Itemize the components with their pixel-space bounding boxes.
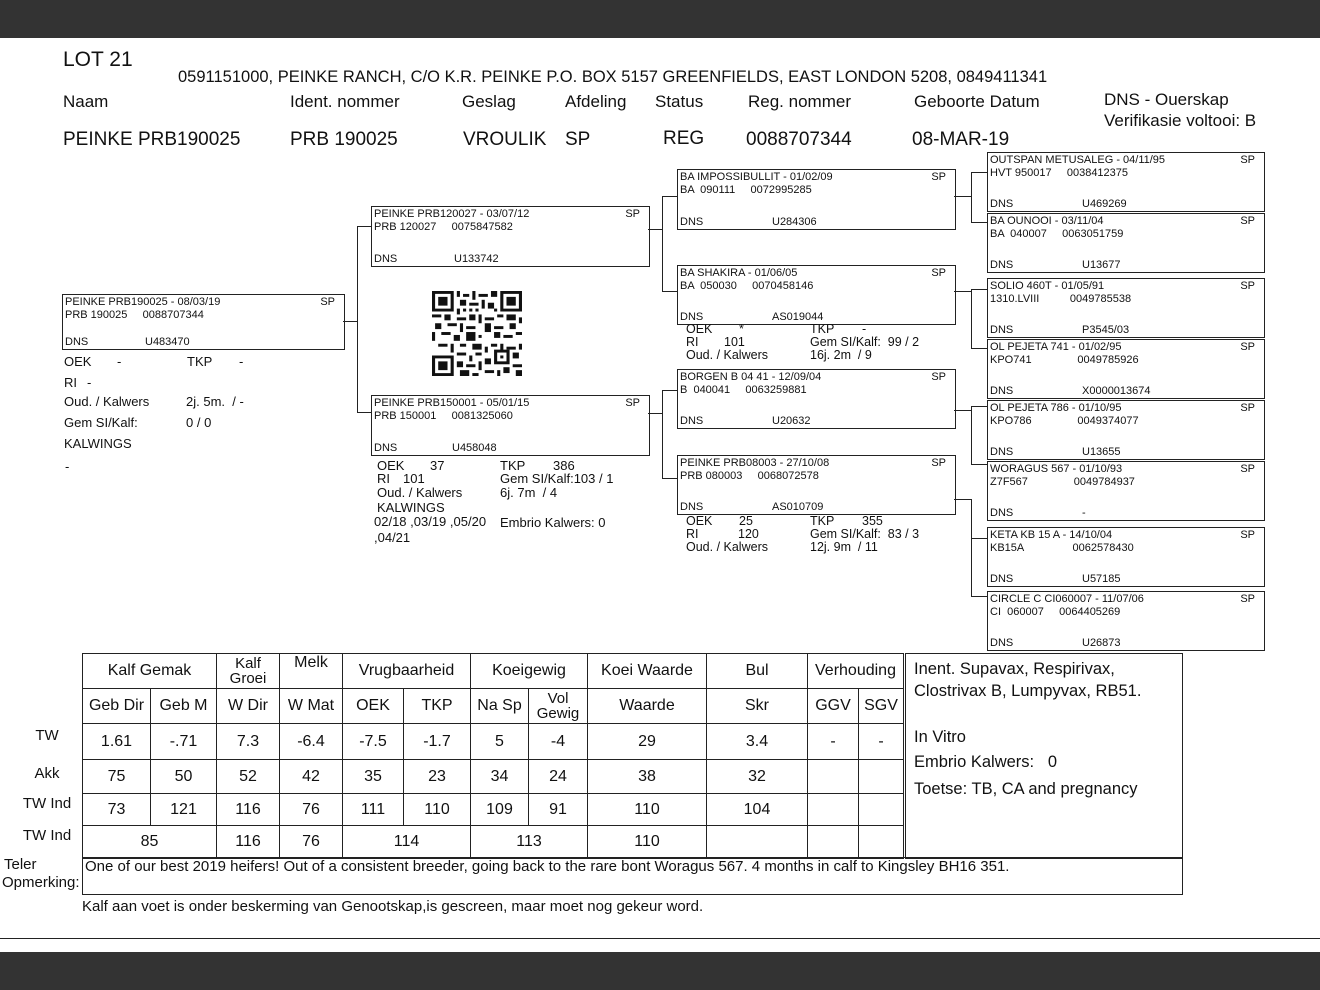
lot-number: LOT 21 <box>63 48 133 71</box>
grandparent-sp: SP <box>931 457 946 469</box>
akk-cell: 38 <box>588 760 707 794</box>
group-koeigewig: Koeigewig <box>471 654 588 689</box>
grandparent-box <box>677 169 956 230</box>
dam-oud-value: 6j. 7m / 4 <box>500 485 558 500</box>
ggp-dns-value: U469269 <box>1082 198 1127 210</box>
sub-header: Geb M <box>151 689 217 724</box>
dam-ri-value: 101 <box>403 471 425 486</box>
gp4-oud-label: Oud. / Kalwers <box>686 540 768 554</box>
ggp-sp: SP <box>1240 529 1255 541</box>
grandparent-box <box>677 369 956 429</box>
dam-ri-label: RI <box>377 471 390 486</box>
grandparent-dns-label: DNS <box>680 501 704 513</box>
gp2-oek-label: OEK <box>686 322 713 336</box>
tw-cell: - <box>808 724 859 760</box>
grandparent-dns-value: AS019044 <box>772 311 824 323</box>
connector <box>971 596 987 597</box>
twind2-cell: 116 <box>217 826 280 859</box>
grandparent-box <box>677 455 956 515</box>
sub-header: Skr <box>707 689 808 724</box>
animal-ident: PRB 190025 <box>290 129 398 150</box>
ggp-sp: SP <box>1240 593 1255 605</box>
header-reg: Reg. nommer <box>748 92 851 111</box>
dam-oud-label: Oud. / Kalwers <box>377 485 463 500</box>
dam-dns-value: U458048 <box>452 442 497 454</box>
animal-afdeling: SP <box>565 129 591 150</box>
akk-cell: 35 <box>343 760 404 794</box>
tw-cell: 5 <box>471 724 529 760</box>
subject-kalwings-label: KALWINGS <box>64 436 132 451</box>
sire-dns-value: U133742 <box>454 253 499 265</box>
twind-cell: 121 <box>151 794 217 826</box>
group-kalf-groei: Kalf Groei <box>217 654 280 689</box>
dam-dns-label: DNS <box>374 442 398 454</box>
twind-cell: 110 <box>404 794 471 826</box>
grandparent-title: PEINKE PRB08003 - 27/10/08 <box>680 457 830 469</box>
ggp-title: CIRCLE C CI060007 - 11/07/06 <box>990 593 1144 605</box>
grandparent-dns-label: DNS <box>680 216 704 228</box>
dam-gem: Gem SI/Kalf:103 / 1 <box>500 471 614 486</box>
sub-header: SGV <box>859 689 904 724</box>
vaccination-line-2: Clostrivax B, Lumpyvax, RB51. <box>914 682 1142 700</box>
great-grandparent-box <box>987 339 1265 399</box>
subject-box <box>62 294 345 350</box>
twind2-cell: 114 <box>343 826 471 859</box>
footer-note: Kalf aan voet is onder beskerming van Genootskap,is gescreen, maar moet nog gekeur word. <box>82 898 704 915</box>
ggp-title: KETA KB 15 A - 14/10/04 <box>990 529 1113 541</box>
twind-cell: 116 <box>217 794 280 826</box>
vaccination-line-1: Inent. Supavax, Respirivax, <box>914 660 1115 678</box>
ggp-title: OL PEJETA 786 - 01/10/95 <box>990 402 1122 414</box>
bottom-bar <box>0 952 1320 990</box>
subject-dns-label: DNS <box>65 336 89 348</box>
dam-embrio: Embrio Kalwers: 0 <box>500 515 606 530</box>
akk-cell: 34 <box>471 760 529 794</box>
gp2-oek-value: * <box>739 322 744 336</box>
connector <box>357 412 371 413</box>
subject-gem-label: Gem SI/Kalf: <box>64 415 138 430</box>
tw-cell: -.71 <box>151 724 217 760</box>
grandparent-dns-value: U284306 <box>772 216 817 228</box>
akk-cell <box>859 760 904 794</box>
tw-cell: - <box>859 724 904 760</box>
ggp-ident: BA 040007 0063051759 <box>990 228 1124 240</box>
akk-cell: 24 <box>529 760 588 794</box>
twind-cell: 110 <box>588 794 707 826</box>
header-geboorte: Geboorte Datum <box>914 92 1040 111</box>
dam-sp: SP <box>625 397 640 409</box>
grandparent-title: BORGEN B 04 41 - 12/09/04 <box>680 371 822 383</box>
gp2-gem: Gem SI/Kalf: 99 / 2 <box>810 335 920 349</box>
header-ident: Ident. nommer <box>290 92 400 111</box>
connector <box>971 222 987 223</box>
teler-label: Teler <box>4 856 37 873</box>
tw-cell: -6.4 <box>280 724 343 760</box>
ggp-dns-value: U13677 <box>1082 259 1121 271</box>
subject-title: PEINKE PRB190025 - 08/03/19 <box>65 296 221 308</box>
row-label-tw: TW <box>35 727 59 744</box>
sub-header: Waarde <box>588 689 707 724</box>
akk-cell: 52 <box>217 760 280 794</box>
header-dns: DNS - Ouerskap <box>1104 90 1229 109</box>
group-kalf-gemak: Kalf Gemak <box>83 654 217 689</box>
akk-cell: 32 <box>707 760 808 794</box>
grandparent-title: BA IMPOSSIBULLIT - 01/02/09 <box>680 171 833 183</box>
ggp-dns-label: DNS <box>990 198 1014 210</box>
great-grandparent-box <box>987 527 1265 587</box>
gp4-oek-label: OEK <box>686 514 713 528</box>
great-grandparent-box <box>987 213 1265 273</box>
dam-kalwings-dates: 02/18 ,03/19 ,05/20 <box>374 514 487 529</box>
ggp-dns-label: DNS <box>990 446 1014 458</box>
grandparent-dns-value: AS010709 <box>772 501 824 513</box>
subject-tkp-label: TKP <box>187 354 213 369</box>
tw-cell: 7.3 <box>217 724 280 760</box>
sub-header: Vol Gewig <box>529 689 588 724</box>
tw-cell: -1.7 <box>404 724 471 760</box>
connector <box>971 172 972 223</box>
ggp-sp: SP <box>1240 463 1255 475</box>
connector <box>971 289 987 290</box>
gp4-ri-value: 120 <box>738 527 759 541</box>
akk-cell: 23 <box>404 760 471 794</box>
row-label-twind: TW Ind <box>22 795 72 812</box>
gp2-ri-value: 101 <box>724 335 745 349</box>
connector <box>343 321 357 322</box>
row-label-akk: Akk <box>34 765 60 782</box>
opmerking-label: Opmerking: <box>2 874 80 891</box>
dam-oek-value: 37 <box>430 458 445 473</box>
group-vrugbaarheid: Vrugbaarheid <box>343 654 471 689</box>
qr-code-icon <box>432 291 522 376</box>
sub-header: W Dir <box>217 689 280 724</box>
sub-header: Geb Dir <box>83 689 151 724</box>
subject-tkp-value: - <box>239 354 244 369</box>
subject-oek-value: - <box>117 354 122 369</box>
great-grandparent-box <box>987 152 1265 212</box>
subject-gem-value: 0 / 0 <box>186 415 212 430</box>
ggp-ident: KPO741 0049785926 <box>990 354 1139 366</box>
twind-cell: 109 <box>471 794 529 826</box>
akk-cell: 42 <box>280 760 343 794</box>
gp2-tkp-label: TKP <box>810 322 835 336</box>
twind2-cell: 113 <box>471 826 588 859</box>
gp4-ri-label: RI <box>686 527 699 541</box>
twind2-cell: 85 <box>83 826 217 859</box>
dam-box <box>371 395 650 456</box>
owner-line: 0591151000, PEINKE RANCH, C/O K.R. PEINKE P.O. BOX 5157 GREENFIELDS, EAST LONDON 5208, 0849411341 <box>178 68 1048 86</box>
connector <box>662 291 677 292</box>
ggp-dns-label: DNS <box>990 507 1014 519</box>
ggp-ident: HVT 950017 0038412375 <box>990 167 1129 179</box>
twind2-cell: 110 <box>588 826 707 859</box>
gp4-tkp-value: 355 <box>862 514 883 528</box>
ggp-sp: SP <box>1240 215 1255 227</box>
great-grandparent-box <box>987 400 1265 460</box>
connector <box>971 464 987 465</box>
ggp-ident: CI 060007 0064405269 <box>990 606 1121 618</box>
ggp-dns-value: X0000013674 <box>1082 385 1151 397</box>
tw-cell: 3.4 <box>707 724 808 760</box>
connector <box>648 413 663 414</box>
header-geslag: Geslag <box>462 92 516 111</box>
sire-box <box>371 206 650 267</box>
sub-header: W Mat <box>280 689 343 724</box>
gp2-ri-label: RI <box>686 335 699 349</box>
dam-kalwings-dates-2: ,04/21 <box>374 530 411 545</box>
tw-cell: 29 <box>588 724 707 760</box>
ggp-title: OL PEJETA 741 - 01/02/95 <box>990 341 1122 353</box>
ggp-sp: SP <box>1240 402 1255 414</box>
connector <box>971 289 972 349</box>
embrio-kalwers: Embrio Kalwers: 0 <box>914 753 1058 771</box>
grandparent-sp: SP <box>931 371 946 383</box>
ggp-dns-value: P3545/03 <box>1082 324 1130 336</box>
connector <box>662 478 677 479</box>
twind2-cell: 76 <box>280 826 343 859</box>
remarks-text: One of our best 2019 heifers! Out of a consistent breeder, going back to the rare bont Woragus 567. 4 months in calf to Kingsley BH16 351. <box>85 858 1010 875</box>
dam-tkp-label: TKP <box>500 458 526 473</box>
dam-ident: PRB 150001 0081325060 <box>374 410 513 422</box>
subject-oud-value: 2j. 5m. / - <box>186 394 244 409</box>
subject-oek-label: OEK <box>64 354 92 369</box>
header-status: Status <box>655 92 704 111</box>
gp2-tkp-value: - <box>862 322 867 336</box>
connector <box>954 410 972 411</box>
row-label-twind-2: TW Ind <box>22 827 72 844</box>
subject-oud-label: Oud. / Kalwers <box>64 394 150 409</box>
footer-rule <box>0 938 1320 939</box>
subject-sp: SP <box>320 296 335 308</box>
ebv-table <box>82 653 904 859</box>
animal-status: REG <box>663 128 705 149</box>
ggp-title: BA OUNOOI - 03/11/04 <box>990 215 1104 227</box>
subject-ri-label: RI <box>64 375 77 390</box>
subject-kalwings-value: - <box>65 459 70 474</box>
gp4-oud-value: 12j. 9m / 11 <box>810 540 878 554</box>
dam-oek-label: OEK <box>377 458 405 473</box>
akk-cell <box>808 760 859 794</box>
grandparent-dns-value: U20632 <box>772 415 811 427</box>
subject-dns-value: U483470 <box>145 336 190 348</box>
group-verhouding: Verhouding <box>808 654 904 689</box>
gp2-oud-label: Oud. / Kalwers <box>686 348 768 362</box>
connector <box>971 499 972 596</box>
animal-reg: 0088707344 <box>746 129 852 150</box>
ggp-dns-label: DNS <box>990 324 1014 336</box>
connector <box>971 406 987 407</box>
connector <box>662 390 677 391</box>
group-bul: Bul <box>707 654 808 689</box>
gp4-oek-value: 25 <box>739 514 753 528</box>
gp4-gem: Gem SI/Kalf: 83 / 3 <box>810 527 920 541</box>
tw-cell: -7.5 <box>343 724 404 760</box>
twind2-cell <box>707 826 808 859</box>
great-grandparent-box <box>987 278 1265 338</box>
connector <box>954 196 972 197</box>
header-naam: Naam <box>63 92 109 111</box>
connector <box>971 348 987 349</box>
connector <box>357 226 371 227</box>
grandparent-sp: SP <box>931 267 946 279</box>
twind-cell: 111 <box>343 794 404 826</box>
ggp-ident: 1310.LVIII 0049785538 <box>990 293 1132 305</box>
twind-cell: 76 <box>280 794 343 826</box>
grandparent-ident: BA 090111 0072995285 <box>680 184 812 196</box>
connector <box>971 172 987 173</box>
sub-header: OEK <box>343 689 404 724</box>
great-grandparent-box <box>987 461 1265 521</box>
connector <box>662 196 677 197</box>
grandparent-box <box>677 265 956 325</box>
connector <box>971 406 972 465</box>
dam-kalwings-label: KALWINGS <box>377 500 445 515</box>
twind-cell <box>808 794 859 826</box>
animal-naam: PEINKE PRB190025 <box>63 129 241 150</box>
grandparent-ident: B 040041 0063259881 <box>680 384 807 396</box>
grandparent-ident: PRB 080003 0068072578 <box>680 470 819 482</box>
connector <box>357 226 358 412</box>
ggp-title: SOLIO 460T - 01/05/91 <box>990 280 1105 292</box>
grandparent-sp: SP <box>931 171 946 183</box>
ggp-dns-value: U13655 <box>1082 446 1121 458</box>
group-melk: Melk <box>280 654 343 689</box>
ggp-dns-label: DNS <box>990 259 1014 271</box>
gp4-tkp-label: TKP <box>810 514 835 528</box>
toetse: Toetse: TB, CA and pregnancy <box>914 780 1138 798</box>
ggp-dns-value: - <box>1082 507 1086 519</box>
gp2-oud-value: 16j. 2m / 9 <box>810 348 872 362</box>
ggp-dns-label: DNS <box>990 637 1014 649</box>
animal-geboorte: 08-MAR-19 <box>912 129 1010 150</box>
twind-cell: 91 <box>529 794 588 826</box>
ggp-sp: SP <box>1240 341 1255 353</box>
twind2-cell <box>808 826 859 859</box>
ggp-dns-value: U26873 <box>1082 637 1121 649</box>
connector <box>971 538 987 539</box>
header-afdeling: Afdeling <box>565 92 627 111</box>
sire-sp: SP <box>625 208 640 220</box>
connector <box>662 196 663 292</box>
sire-dns-label: DNS <box>374 253 398 265</box>
akk-cell: 75 <box>83 760 151 794</box>
ggp-dns-value: U57185 <box>1082 573 1121 585</box>
connector <box>648 229 663 230</box>
ggp-ident: KPO786 0049374077 <box>990 415 1139 427</box>
akk-cell: 50 <box>151 760 217 794</box>
twind2-cell <box>859 826 904 859</box>
dam-tkp-value: 386 <box>553 458 575 473</box>
ggp-sp: SP <box>1240 280 1255 292</box>
subject-ident: PRB 190025 0088707344 <box>65 309 204 321</box>
ggp-dns-label: DNS <box>990 573 1014 585</box>
connector <box>954 499 972 500</box>
twind-cell: 104 <box>707 794 808 826</box>
animal-geslag: VROULIK <box>463 129 547 150</box>
header-verifikasie: Verifikasie voltooi: B <box>1104 111 1257 130</box>
ggp-title: OUTSPAN METUSALEG - 04/11/95 <box>990 154 1166 166</box>
sire-title: PEINKE PRB120027 - 03/07/12 <box>374 208 530 220</box>
great-grandparent-box <box>987 591 1265 651</box>
connector <box>662 390 663 479</box>
sub-header: TKP <box>404 689 471 724</box>
dam-title: PEINKE PRB150001 - 05/01/15 <box>374 397 530 409</box>
grandparent-ident: BA 050030 0070458146 <box>680 280 814 292</box>
twind-cell: 73 <box>83 794 151 826</box>
grandparent-dns-label: DNS <box>680 415 704 427</box>
tw-cell: -4 <box>529 724 588 760</box>
grandparent-title: BA SHAKIRA - 01/06/05 <box>680 267 798 279</box>
sire-ident: PRB 120027 0075847582 <box>374 221 513 233</box>
group-koei-waarde: Koei Waarde <box>588 654 707 689</box>
in-vitro: In Vitro <box>914 728 966 746</box>
ggp-title: WORAGUS 567 - 01/10/93 <box>990 463 1123 475</box>
ggp-ident: KB15A 0062578430 <box>990 542 1134 554</box>
grandparent-dns-label: DNS <box>680 311 704 323</box>
top-bar <box>0 0 1320 38</box>
sub-header: Na Sp <box>471 689 529 724</box>
twind-cell <box>859 794 904 826</box>
connector <box>954 291 972 292</box>
sub-header: GGV <box>808 689 859 724</box>
subject-ri-value: - <box>87 375 92 390</box>
ggp-dns-label: DNS <box>990 385 1014 397</box>
ggp-ident: Z7F567 0049784937 <box>990 476 1135 488</box>
tw-cell: 1.61 <box>83 724 151 760</box>
ggp-sp: SP <box>1240 154 1255 166</box>
